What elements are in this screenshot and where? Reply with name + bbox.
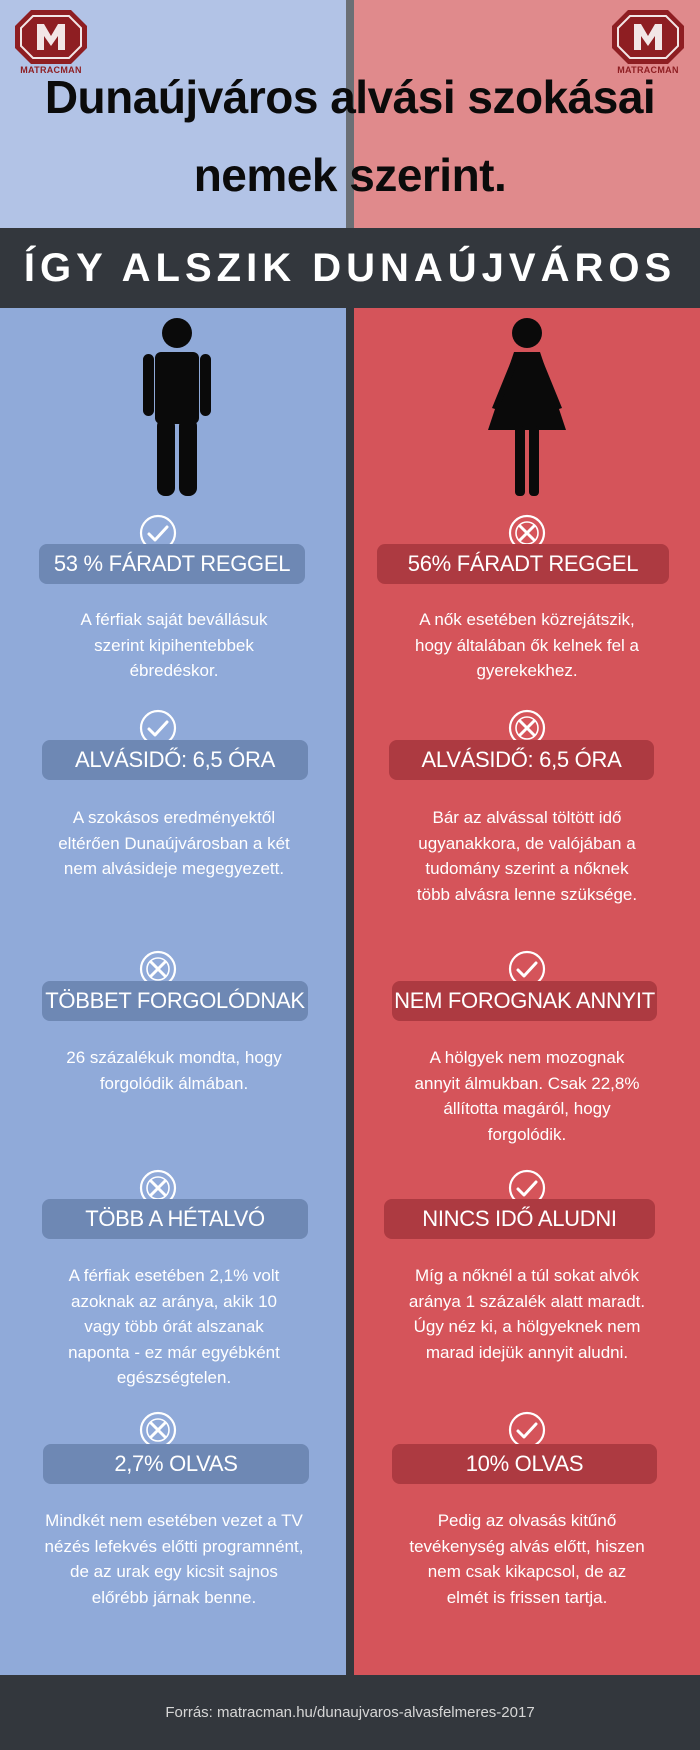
description-line: forgolódik álmában.	[99, 1073, 249, 1093]
description-line: nézés lefekvés előtti programnént,	[44, 1536, 304, 1556]
description-line: tudomány szerint a nőknek	[425, 859, 629, 878]
description-line: A szokásos eredményektől	[72, 808, 276, 827]
stat-title: 56% FÁRADT REGGEL	[377, 544, 669, 584]
description-line: előrébb járnak benne.	[91, 1587, 257, 1607]
description-line: elmét is frissen tartja.	[446, 1587, 608, 1607]
description-line: több alvásra lenne szüksége.	[416, 884, 638, 904]
description-line: Úgy néz ki, a hölgyeknek nem	[413, 1317, 641, 1336]
description-line: Bár az alvással töltött idő	[432, 808, 622, 827]
logo-wordmark: MATRACMAN	[617, 65, 679, 75]
description-line: szerint kipihentebbek	[94, 635, 254, 655]
description-line: azoknak az aránya, akik 10	[70, 1291, 277, 1311]
description-line: ébredéskor.	[129, 661, 219, 680]
stat-description	[4, 1263, 344, 1391]
stat-title: 53 % FÁRADT REGGEL	[39, 544, 305, 584]
stat-description	[357, 1508, 697, 1610]
description-line: marad idejük annyit aludni.	[425, 1342, 629, 1362]
stat-description	[4, 1045, 344, 1096]
stat-title: NINCS IDŐ ALUDNI	[384, 1199, 655, 1239]
description-line: Mindkét nem esetében vezet a TV	[45, 1511, 303, 1530]
logo-wordmark: MATRACMAN	[20, 65, 82, 75]
stat-title: TÖBB A HÉTALVÓ	[42, 1199, 308, 1239]
stat-title: 2,7% OLVAS	[43, 1444, 309, 1484]
source-note: Forrás: matracman.hu/dunaujvaros-alvasfelmeres-2017	[165, 1704, 535, 1721]
stat-description	[357, 1045, 697, 1147]
stat-title: ALVÁSIDŐ: 6,5 ÓRA	[42, 740, 308, 780]
description-line: forgolódik.	[487, 1124, 567, 1144]
female-figure-icon	[486, 318, 568, 496]
description-line: de az urak egy kicsit sajnos	[70, 1562, 278, 1581]
description-line: annyit álmukban. Csak 22,8%	[414, 1073, 640, 1093]
description-line: ugyanakkora, de valójában a	[418, 833, 636, 853]
description-line: A férfiak saját bevállásuk	[80, 610, 268, 629]
description-line: egészségtelen.	[116, 1368, 232, 1387]
stat-description	[4, 607, 344, 684]
description-line: naponta - ez már egyébként	[68, 1342, 280, 1362]
description-line: nem alvásideje megegyezett.	[63, 859, 285, 878]
description-line: gyerekekhez.	[476, 661, 578, 680]
description-line: tevékenység alvás előtt, hiszen	[409, 1536, 645, 1556]
male-figure-icon	[140, 318, 214, 496]
page-title	[0, 58, 700, 214]
description-line: Míg a nőknél a túl sokat alvók	[415, 1266, 639, 1285]
stat-description	[357, 1263, 697, 1365]
stat-title: NEM FOROGNAK ANNYIT	[392, 981, 657, 1021]
title-line-1: Dunaújváros alvási szokásai	[44, 71, 656, 123]
stat-description	[4, 805, 344, 882]
stat-description	[4, 1508, 344, 1610]
description-line: hogy általában ők kelnek fel a	[415, 635, 639, 655]
description-line: A hölgyek nem mozognak	[429, 1048, 625, 1067]
description-line: Pedig az olvasás kitűnő	[437, 1511, 617, 1530]
stat-title: TÖBBET FORGOLÓDNAK	[42, 981, 308, 1021]
description-line: eltérően Dunaújvárosban a két	[58, 833, 290, 853]
description-line: A nők esetében közrejátszik,	[419, 610, 635, 629]
description-line: vagy több órát alszanak	[84, 1317, 264, 1336]
description-line: aránya 1 százalék alatt maradt.	[408, 1291, 646, 1311]
description-line: 26 százalékuk mondta, hogy	[66, 1048, 282, 1067]
stat-title: 10% OLVAS	[392, 1444, 657, 1484]
description-line: A férfiak esetében 2,1% volt	[68, 1266, 280, 1285]
stat-title: ALVÁSIDŐ: 6,5 ÓRA	[389, 740, 654, 780]
stat-description	[357, 805, 697, 907]
title-line-2: nemek szerint.	[193, 149, 507, 201]
description-line: nem csak kikapcsol, de az	[427, 1562, 627, 1581]
stat-description	[357, 607, 697, 684]
banner-heading: ÍGY ALSZIK DUNAÚJVÁROS	[23, 246, 677, 290]
description-line: állította magáról, hogy	[443, 1099, 611, 1118]
